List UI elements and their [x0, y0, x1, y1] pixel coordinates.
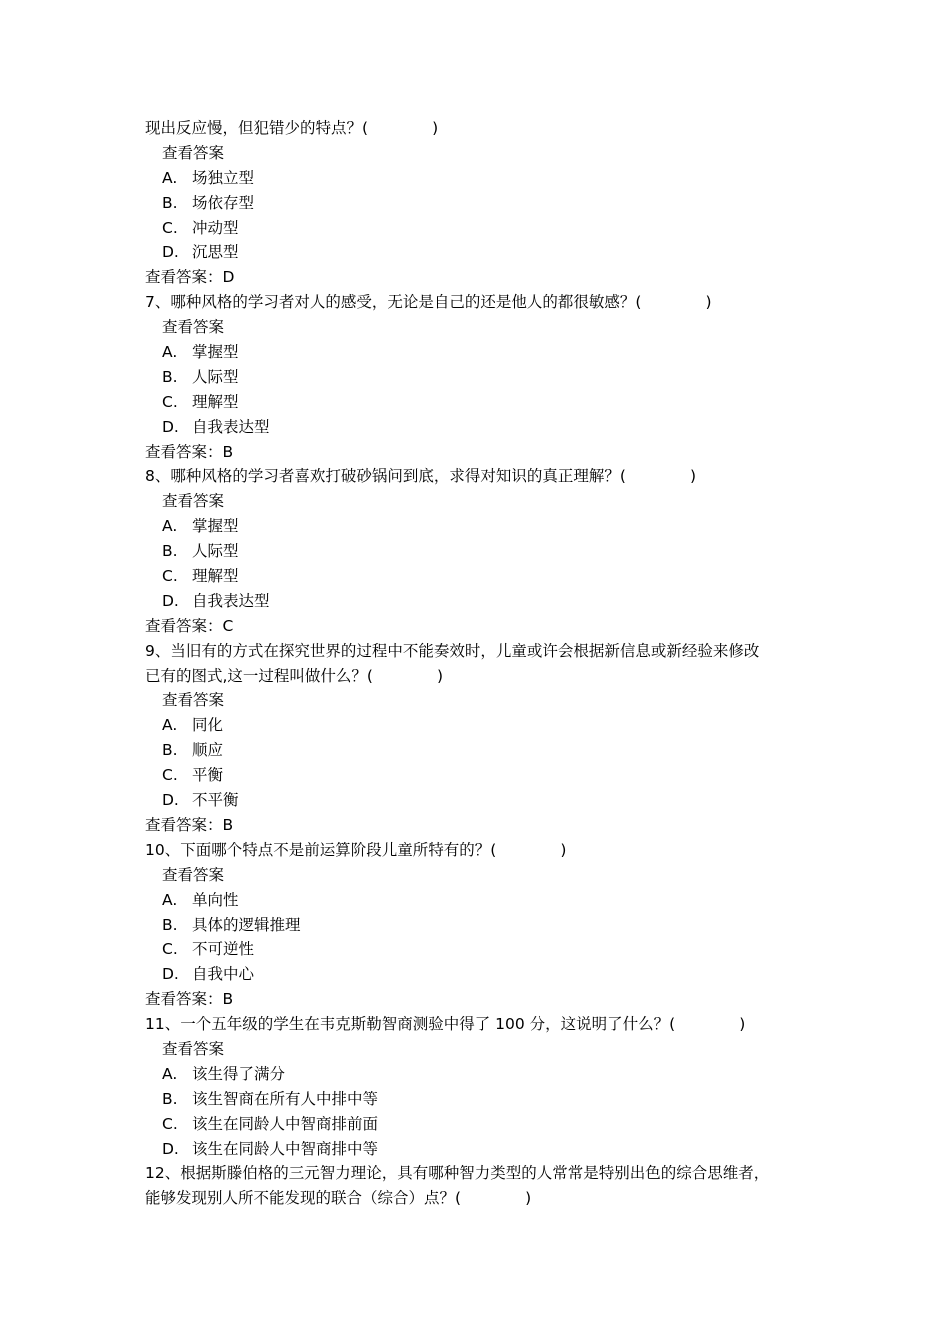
option-letter: A.	[162, 168, 178, 187]
option-text: 同化	[192, 716, 224, 735]
option-letter: B.	[162, 1089, 178, 1108]
question-block	[145, 141, 825, 290]
option-letter: D.	[162, 243, 179, 262]
answer-option	[145, 1112, 825, 1137]
answer-option	[145, 514, 825, 539]
option-letter: A.	[162, 517, 178, 536]
answer-option	[145, 240, 825, 265]
option-letter: C.	[162, 766, 178, 785]
option-letter: A.	[162, 716, 178, 735]
answer-option	[145, 539, 825, 564]
answer-option	[145, 340, 825, 365]
answer-option	[145, 564, 825, 589]
answer-option	[145, 191, 825, 216]
answer-option	[145, 913, 825, 938]
question-block	[145, 639, 825, 838]
option-text: 不平衡	[192, 791, 239, 810]
option-letter: B.	[162, 367, 178, 386]
option-text: 该生在同龄人中智商排中等	[192, 1139, 379, 1158]
view-answer-link[interactable]: 查看答案	[162, 492, 225, 511]
option-text: 自我表达型	[192, 591, 270, 610]
option-text: 平衡	[192, 766, 224, 785]
option-letter: D.	[162, 1139, 179, 1158]
option-letter: D.	[162, 591, 179, 610]
option-text: 单向性	[192, 890, 239, 909]
option-text: 自我表达型	[192, 417, 270, 436]
question-text-line: 12、根据斯滕伯格的三元智力理论，具有哪种智力类型的人常常是特别出色的综合思维者，	[145, 1164, 770, 1183]
answer-option	[145, 166, 825, 191]
question-text-line: 8、哪种风格的学习者喜欢打破砂锅问到底，求得对知识的真正理解？( )	[145, 467, 697, 486]
question-block	[145, 1012, 825, 1161]
option-letter: D.	[162, 417, 179, 436]
option-text: 理解型	[192, 392, 239, 411]
option-text: 不可逆性	[192, 940, 255, 959]
answer-option	[145, 216, 825, 241]
option-text: 人际型	[192, 542, 239, 561]
option-text: 该生在同龄人中智商排前面	[192, 1114, 379, 1133]
option-text: 冲动型	[192, 218, 239, 237]
question-text-line: 11、一个五年级的学生在韦克斯勒智商测验中得了 100 分，这说明了什么？( )	[145, 1015, 746, 1034]
option-text: 自我中心	[192, 965, 255, 984]
question-text-line: 已有的图式,这一过程叫做什么？( )	[145, 666, 444, 685]
answer-line: 查看答案：C	[145, 616, 234, 635]
option-letter: C.	[162, 392, 178, 411]
question-text-line: 9、当旧有的方式在探究世界的过程中不能奏效时，儿童或许会根据新信息或新经验来修改	[145, 641, 760, 660]
view-answer-link[interactable]: 查看答案	[162, 1039, 225, 1058]
option-letter: A.	[162, 343, 178, 362]
option-letter: C.	[162, 940, 178, 959]
question-text-line: 现出反应慢，但犯错少的特点？( )	[145, 119, 439, 137]
option-letter: C.	[162, 1114, 178, 1133]
answer-option	[145, 713, 825, 738]
answer-option	[145, 888, 825, 913]
answer-option	[145, 962, 825, 987]
question-block	[145, 464, 825, 638]
answer-option	[145, 738, 825, 763]
question-list	[145, 116, 825, 1211]
option-letter: C.	[162, 218, 178, 237]
view-answer-link[interactable]: 查看答案	[162, 865, 225, 884]
answer-line: 查看答案：D	[145, 268, 235, 287]
answer-option	[145, 788, 825, 813]
question-block	[145, 290, 825, 464]
option-text: 掌握型	[192, 343, 239, 362]
option-text: 人际型	[192, 367, 239, 386]
answer-line: 查看答案：B	[145, 990, 234, 1009]
question-block	[145, 838, 825, 1012]
answer-option	[145, 937, 825, 962]
option-text: 掌握型	[192, 517, 239, 536]
answer-option	[145, 763, 825, 788]
option-text: 该生得了满分	[192, 1064, 286, 1083]
question-block	[145, 1161, 825, 1211]
view-answer-link[interactable]: 查看答案	[162, 691, 225, 710]
question-text-line: 10、下面哪个特点不是前运算阶段儿童所特有的？( )	[145, 840, 567, 859]
option-text: 该生智商在所有人中排中等	[192, 1089, 379, 1108]
option-text: 场独立型	[192, 168, 255, 187]
answer-line: 查看答案：B	[145, 815, 234, 834]
answer-option	[145, 589, 825, 614]
answer-option	[145, 365, 825, 390]
question-text-line: 能够发现别人所不能发现的联合（综合）点？( )	[145, 1189, 532, 1208]
option-letter: A.	[162, 1064, 178, 1083]
view-answer-link[interactable]: 查看答案	[162, 143, 225, 162]
option-text: 具体的逻辑推理	[192, 915, 301, 934]
option-text: 顺应	[192, 741, 224, 760]
option-text: 沉思型	[192, 243, 239, 262]
option-letter: D.	[162, 791, 179, 810]
option-letter: C.	[162, 567, 178, 586]
answer-option	[145, 390, 825, 415]
option-letter: B.	[162, 741, 178, 760]
option-letter: B.	[162, 193, 178, 212]
answer-option	[145, 415, 825, 440]
answer-option	[145, 1062, 825, 1087]
view-answer-link[interactable]: 查看答案	[162, 318, 225, 337]
option-letter: D.	[162, 965, 179, 984]
option-text: 理解型	[192, 567, 239, 586]
option-letter: B.	[162, 915, 178, 934]
option-letter: B.	[162, 542, 178, 561]
answer-option	[145, 1137, 825, 1162]
question-text-line: 7、哪种风格的学习者对人的感受，无论是自己的还是他人的都很敏感？( )	[145, 293, 712, 312]
option-text: 场依存型	[192, 193, 255, 212]
answer-option	[145, 1087, 825, 1112]
answer-line: 查看答案：B	[145, 442, 234, 461]
option-letter: A.	[162, 890, 178, 909]
